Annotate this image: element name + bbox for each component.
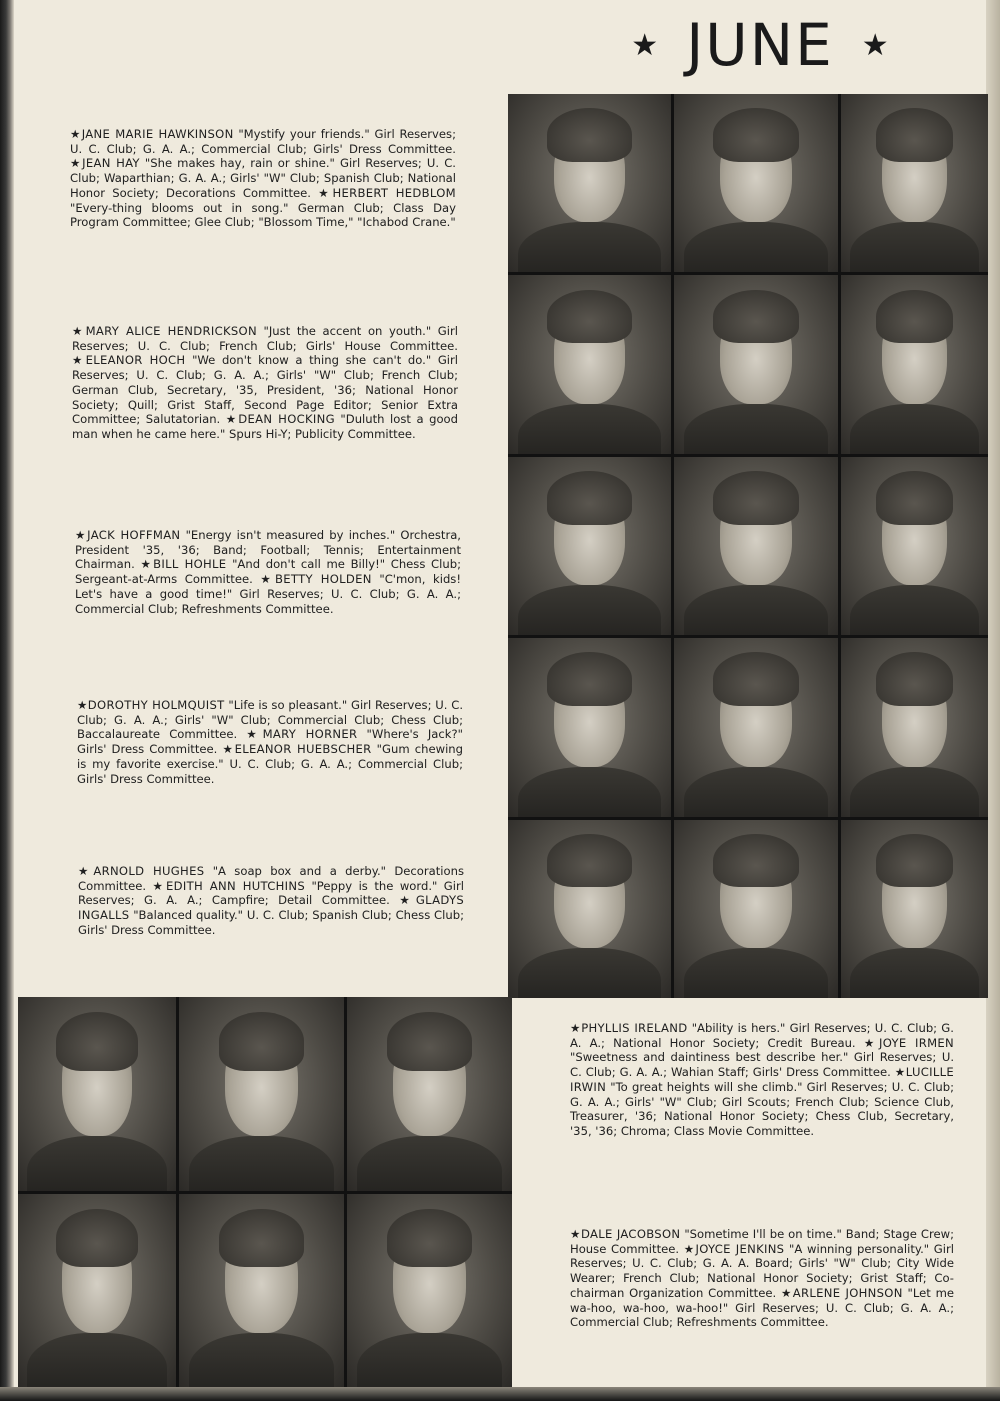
portrait-photo	[841, 94, 988, 272]
student-bio: "A winning personality." Girl Reserves; U. C. Club; G. A. A. Board; Girls' "W" Club; City Wide Wearer; French Club; National Honor Society; Grist Staff; Co-chairman Organization Committee.	[570, 1241, 954, 1300]
portrait-photo	[674, 94, 838, 272]
portrait-photo	[508, 94, 671, 272]
student-name: ★MARY HORNER	[246, 727, 358, 742]
portrait-photo	[674, 638, 838, 816]
portrait-photo	[508, 638, 671, 816]
student-bio: "Sometime I'll be on time." Band; Stage Crew; House Committee.	[570, 1227, 954, 1256]
page-right-edge	[986, 0, 1000, 1401]
student-name: ★DEAN HOCKING	[225, 412, 335, 427]
student-name: ★JOYE IRMEN	[863, 1035, 954, 1050]
portrait-photo	[841, 638, 988, 816]
student-name: ★DOROTHY HOLMQUIST	[77, 698, 225, 712]
student-name: ★ARLENE JOHNSON	[780, 1285, 903, 1300]
student-name: ★ELEANOR HUEBSCHER	[222, 742, 372, 757]
student-bio: "Gum chewing is my favorite exercise." U. C. Club; G. A. A.; Commercial Club; Girls' Dress Committee.	[77, 742, 463, 786]
portrait-photo	[18, 1194, 176, 1388]
student-bio: "Sweetness and daintiness best describe her." Girl Reserves; U. C. Club; G. A. A.; Wahian Staff; Girls' Dress Committee.	[570, 1050, 954, 1080]
student-name: ★JACK HOFFMAN	[75, 528, 181, 542]
bio-block-5	[78, 864, 464, 938]
student-bio: "Life is so pleasant." Girl Reserves; U. C. Club; G. A. A.; Girls' "W" Club; Commercial Club; Chess Club; Baccalaureate Committee.	[77, 698, 464, 742]
student-name: ★BILL HOHLE	[140, 557, 227, 572]
student-name: ★BETTY HOLDEN	[260, 572, 372, 587]
student-bio: "We don't know a thing she can't do." Girl Reserves; U. C. Club; G. A. A.; Girls' "W" Club; French Club; German Club, Secretary, '35, President, '36; National Honor Society; Quill; Grist Staff, Second Page Editor; Senior Extra Committee; Salutatorian.	[72, 353, 459, 427]
student-bio: "Just the accent on youth." Girl Reserves; U. C. Club; French Club; Girls' House Committee.	[72, 324, 458, 353]
portrait-photo	[674, 457, 838, 635]
student-name: ★DALE JACOBSON	[570, 1227, 681, 1241]
student-bio: "Ability is hers." Girl Reserves; U. C. Club; G. A. A.; National Honor Society; Credit Bureau.	[570, 1021, 954, 1050]
student-name: ★PHYLLIS IRELAND	[570, 1021, 688, 1035]
student-bio: "And don't call me Billy!" Chess Club; Sergeant-at-Arms Committee.	[75, 557, 461, 587]
student-name: ★GLADYS INGALLS	[78, 893, 464, 923]
portrait-photo	[179, 1194, 344, 1388]
portrait-photo	[841, 275, 988, 453]
portrait-photo	[347, 997, 512, 1191]
student-bio: "Every-thing blooms out in song." German Club; Class Day Program Committee; Glee Club; "Blossom Time," "Ichabod Crane."	[70, 200, 456, 230]
portrait-grid-left	[18, 997, 512, 1387]
bio-block-3	[75, 528, 461, 616]
student-name: ★JOYCE JENKINS	[683, 1241, 785, 1256]
bio-block-1	[70, 127, 456, 230]
page-bottom-edge	[0, 1387, 1000, 1401]
student-name: ★ARNOLD HUGHES	[78, 864, 205, 878]
portrait-photo	[347, 1194, 512, 1388]
student-bio: "Peppy is the word." Girl Reserves; G. A. A.; Campfire; Detail Committee.	[78, 878, 465, 908]
portrait-photo	[508, 820, 671, 998]
portrait-photo	[674, 820, 838, 998]
portrait-photo	[674, 275, 838, 453]
portrait-photo	[508, 275, 671, 453]
portrait-photo	[179, 997, 344, 1191]
month-heading	[610, 10, 910, 80]
star-icon: ★	[861, 27, 889, 63]
student-bio: "Where's Jack?" Girls' Dress Committee.	[77, 727, 463, 757]
student-bio: "Let me wa-hoo, wa-hoo, wa-hoo!" Girl Reserves; U. C. Club; G. A. A.; Commercial Club; Refreshments Committee.	[570, 1285, 954, 1330]
portrait-photo	[18, 997, 176, 1191]
student-name: ★MARY ALICE HENDRICKSON	[72, 324, 257, 338]
student-bio: "A soap box and a derby." Decorations Committee.	[78, 864, 464, 893]
student-bio: "Mystify your friends." Girl Reserves; U. C. Club; G. A. A.; Commercial Club; Girls' Dress Committee.	[70, 127, 456, 156]
bio-block-7	[570, 1227, 954, 1330]
portrait-grid-right	[508, 94, 988, 998]
student-name: ★EDITH ANN HUTCHINS	[152, 878, 305, 893]
portrait-photo	[841, 820, 988, 998]
bio-block-4	[77, 698, 463, 786]
student-name: ★JEAN HAY	[70, 156, 140, 171]
month-title: JUNE	[686, 11, 834, 79]
student-bio: "She makes hay, rain or shine." Girl Reserves; U. C. Club; Waparthian; G. A. A.; Girls' "W" Club; Spanish Club; National Honor Society; Decorations Committee.	[70, 156, 456, 200]
student-name: ★JANE MARIE HAWKINSON	[70, 127, 234, 141]
student-name: ★ELEANOR HOCH	[72, 353, 186, 368]
student-name: ★LUCILLE IRWIN	[570, 1065, 955, 1094]
student-bio: "Balanced quality." U. C. Club; Spanish Club; Chess Club; Girls' Dress Committee.	[78, 908, 464, 937]
star-icon: ★	[631, 27, 659, 63]
student-bio: "To great heights will she climb." Girl Reserves; U. C. Club; G. A. A.; Girls' "W" Club; Girl Scouts; French Club; Science Club, Treasurer, '36; National Honor Society; Chess Club, Secretary, '35, '36; Chroma; Class Movie Committee.	[570, 1079, 954, 1138]
portrait-photo	[508, 457, 671, 635]
student-bio: "Duluth lost a good man when he came here." Spurs Hi-Y; Publicity Committee.	[72, 412, 458, 441]
portrait-photo	[841, 457, 988, 635]
student-bio: "C'mon, kids! Let's have a good time!" Girl Reserves; U. C. Club; G. A. A.; Commercial Club; Refreshments Committee.	[75, 572, 461, 616]
student-bio: "Energy isn't measured by inches." Orchestra, President '35, '36; Band; Football; Tennis; Entertainment Chairman.	[75, 528, 461, 572]
bio-block-6	[570, 1021, 954, 1139]
book-spine-shadow	[0, 0, 14, 1401]
student-name: ★HERBERT HEDBLOM	[318, 185, 456, 200]
bio-block-2	[72, 324, 458, 442]
